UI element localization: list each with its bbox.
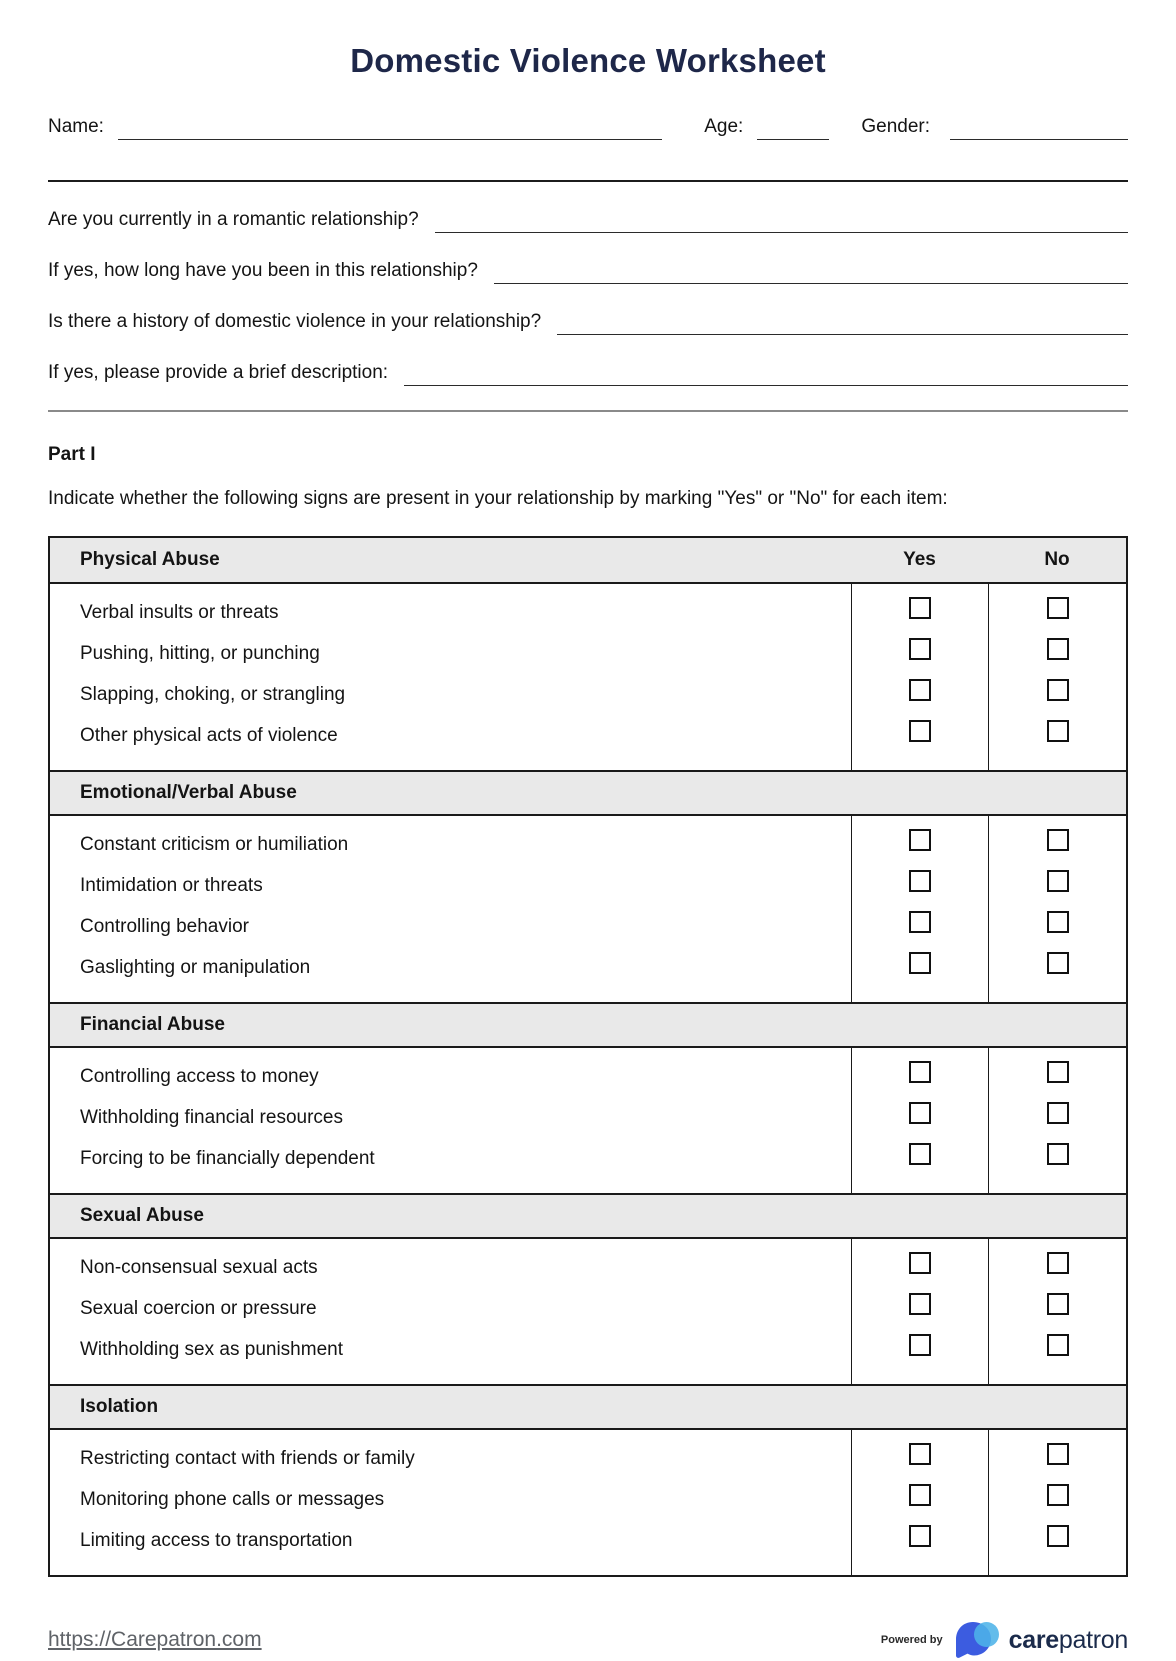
signs-table [48, 536, 1128, 1577]
section-title: Isolation [80, 1396, 159, 1417]
gender-label: Gender: [861, 116, 930, 137]
question-answer-line[interactable] [404, 365, 1128, 386]
footer [48, 1619, 1128, 1661]
sign-item-label: Withholding sex as punishment [80, 1338, 343, 1360]
sign-item-label: Constant criticism or humiliation [80, 833, 349, 855]
section-header [50, 770, 1126, 816]
part1-instruction: Indicate whether the following signs are present in your relationship by marking "Yes" or "No" for each item: [48, 488, 948, 509]
section-title: Physical Abuse [80, 549, 220, 570]
yes-checkbox[interactable] [909, 829, 931, 851]
section-body [50, 1239, 1126, 1384]
section-title: Financial Abuse [80, 1014, 225, 1035]
age-input-line[interactable] [757, 118, 829, 140]
section-title: Sexual Abuse [80, 1205, 204, 1226]
no-checkbox[interactable] [1047, 1143, 1069, 1165]
question-row [48, 308, 1128, 335]
yes-checkbox[interactable] [909, 1143, 931, 1165]
no-column-header: No [1044, 549, 1070, 570]
no-checkbox[interactable] [1047, 911, 1069, 933]
question-label: If yes, how long have you been in this relationship? [48, 260, 478, 281]
yes-column [851, 1048, 988, 1193]
yes-checkbox[interactable] [909, 638, 931, 660]
sign-item-label: Restricting contact with friends or family [80, 1447, 415, 1469]
no-checkbox[interactable] [1047, 638, 1069, 660]
sign-item-label: Withholding financial resources [80, 1106, 343, 1128]
brand-wordmark [1009, 1626, 1128, 1655]
yes-checkbox[interactable] [909, 911, 931, 933]
yes-checkbox[interactable] [909, 1525, 931, 1547]
logo-bubble-right [974, 1622, 999, 1647]
yes-column [851, 816, 988, 1002]
no-checkbox[interactable] [1047, 952, 1069, 974]
no-column [988, 584, 1126, 770]
no-checkbox[interactable] [1047, 870, 1069, 892]
section-items [50, 1239, 851, 1384]
no-checkbox[interactable] [1047, 1525, 1069, 1547]
no-checkbox[interactable] [1047, 1252, 1069, 1274]
yes-checkbox[interactable] [909, 1102, 931, 1124]
yes-checkbox[interactable] [909, 1293, 931, 1315]
yes-checkbox[interactable] [909, 1061, 931, 1083]
yes-checkbox[interactable] [909, 597, 931, 619]
name-label: Name: [48, 116, 104, 137]
intake-questions [48, 206, 1128, 386]
section-items [50, 1430, 851, 1575]
no-column [988, 1239, 1126, 1384]
sign-item-label: Pushing, hitting, or punching [80, 642, 320, 664]
no-column [988, 1430, 1126, 1575]
sign-item-label: Limiting access to transportation [80, 1529, 353, 1551]
yes-column [851, 1430, 988, 1575]
page-title: Domestic Violence Worksheet [350, 42, 826, 79]
yes-column-header: Yes [903, 549, 936, 570]
section-items [50, 816, 851, 1002]
yes-checkbox[interactable] [909, 870, 931, 892]
brand-care: care [1008, 1625, 1059, 1654]
yes-checkbox[interactable] [909, 1484, 931, 1506]
sign-item-label: Non-consensual sexual acts [80, 1256, 318, 1278]
section-title: Emotional/Verbal Abuse [80, 782, 297, 803]
section-body [50, 816, 1126, 1002]
no-column [988, 816, 1126, 1002]
no-checkbox[interactable] [1047, 829, 1069, 851]
question-row [48, 257, 1128, 284]
question-answer-line[interactable] [557, 314, 1128, 335]
no-checkbox[interactable] [1047, 1061, 1069, 1083]
carepatron-link[interactable]: https://Carepatron.com [48, 1628, 262, 1651]
section-items [50, 584, 851, 770]
section-body [50, 1430, 1126, 1575]
carepatron-logo-icon [953, 1619, 999, 1661]
sign-item-label: Forcing to be financially dependent [80, 1147, 375, 1169]
yes-column [851, 584, 988, 770]
question-row [48, 359, 1128, 386]
part1-heading: Part I [48, 444, 96, 465]
sign-item-label: Verbal insults or threats [80, 601, 279, 623]
no-checkbox[interactable] [1047, 1102, 1069, 1124]
section-divider-questions [48, 410, 1128, 412]
no-checkbox[interactable] [1047, 720, 1069, 742]
section-divider-top [48, 180, 1128, 182]
no-checkbox[interactable] [1047, 1484, 1069, 1506]
sign-item-label: Slapping, choking, or strangling [80, 683, 346, 705]
name-input-line[interactable] [118, 118, 662, 140]
powered-by-block [881, 1619, 1128, 1661]
question-row [48, 206, 1128, 233]
section-header [50, 1384, 1126, 1430]
section-body [50, 1048, 1126, 1193]
section-header [50, 538, 1126, 584]
yes-checkbox[interactable] [909, 720, 931, 742]
no-checkbox[interactable] [1047, 1443, 1069, 1465]
yes-checkbox[interactable] [909, 1334, 931, 1356]
yes-checkbox[interactable] [909, 952, 931, 974]
no-column [988, 1048, 1126, 1193]
question-label: If yes, please provide a brief description: [48, 362, 389, 383]
no-checkbox[interactable] [1047, 679, 1069, 701]
sign-item-label: Intimidation or threats [80, 874, 263, 896]
section-header [50, 1002, 1126, 1048]
sign-item-label: Other physical acts of violence [80, 724, 338, 746]
question-answer-line[interactable] [435, 212, 1128, 233]
section-header [50, 1193, 1126, 1239]
yes-checkbox[interactable] [909, 679, 931, 701]
identity-row [48, 116, 1128, 140]
yes-column [851, 1239, 988, 1384]
question-label: Is there a history of domestic violence in your relationship? [48, 311, 542, 332]
gender-input-line[interactable] [950, 118, 1128, 140]
question-answer-line[interactable] [494, 263, 1128, 284]
sign-item-label: Controlling behavior [80, 915, 249, 937]
brand-patron: patron [1058, 1625, 1128, 1654]
no-checkbox[interactable] [1047, 1334, 1069, 1356]
no-checkbox[interactable] [1047, 1293, 1069, 1315]
section-body [50, 584, 1126, 770]
sign-item-label: Controlling access to money [80, 1065, 319, 1087]
yes-checkbox[interactable] [909, 1252, 931, 1274]
section-items [50, 1048, 851, 1193]
yes-checkbox[interactable] [909, 1443, 931, 1465]
question-label: Are you currently in a romantic relationship? [48, 209, 419, 230]
sign-item-label: Gaslighting or manipulation [80, 956, 311, 978]
sign-item-label: Sexual coercion or pressure [80, 1297, 317, 1319]
age-label: Age: [704, 116, 744, 137]
no-checkbox[interactable] [1047, 597, 1069, 619]
powered-by-label: Powered by [880, 1634, 943, 1646]
sign-item-label: Monitoring phone calls or messages [80, 1488, 385, 1510]
